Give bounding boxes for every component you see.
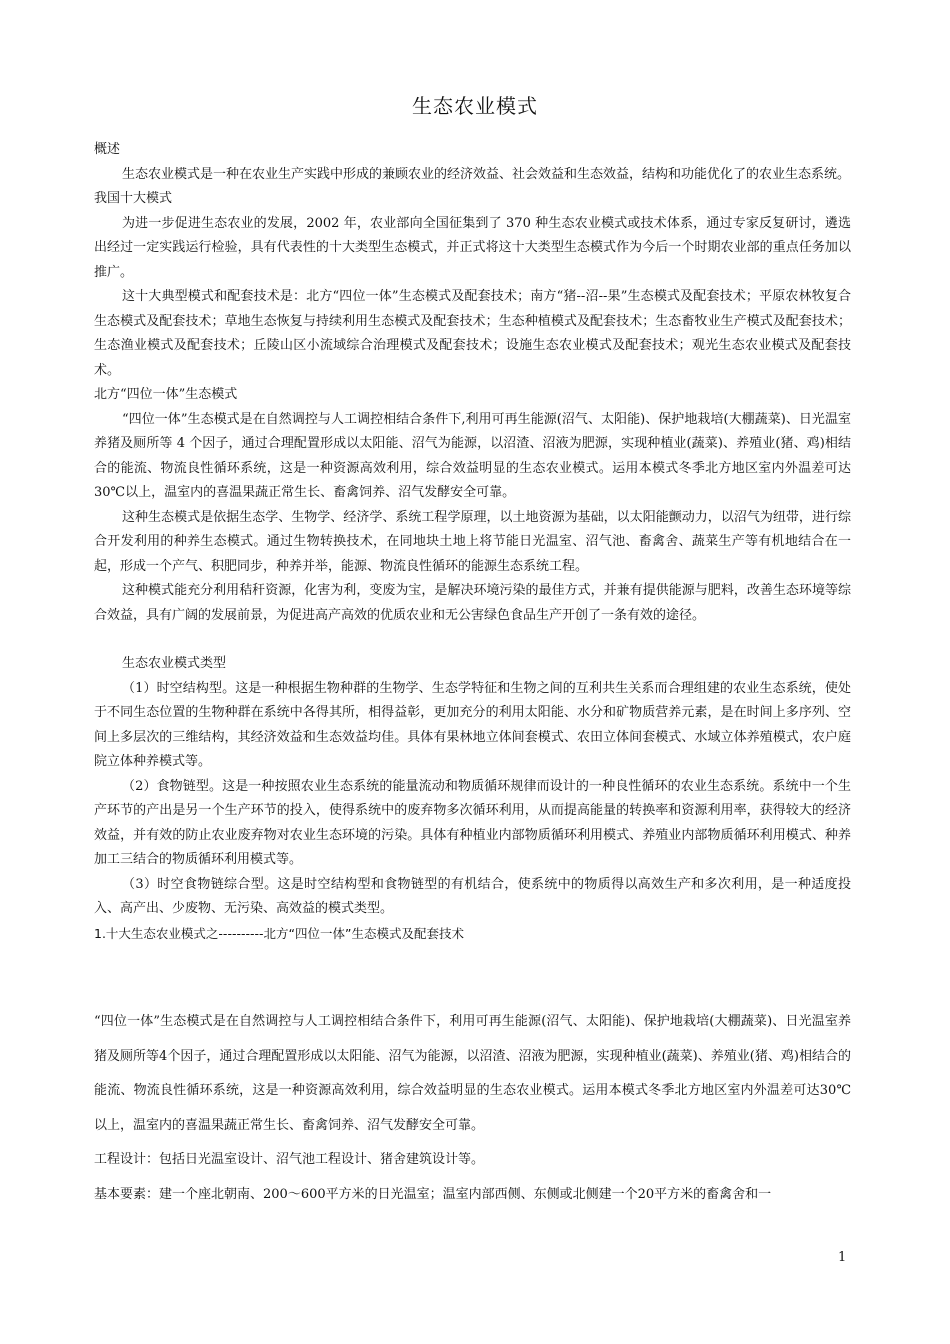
section-1-body bbox=[94, 1005, 851, 1212]
ten-models-heading: 我国十大模式 bbox=[94, 191, 173, 206]
section-1-paragraph-2: 工程设计：包括日光温室设计、沼气池工程设计、猪舍建筑设计等。 bbox=[94, 1152, 485, 1167]
document-body bbox=[94, 138, 851, 946]
north-model-paragraph-3: 这种模式能充分利用秸秆资源，化害为利，变废为宝，是解决环境污染的最佳方式，并兼有提供能源与肥料，改善生态环境等综合效益，具有广阔的发展前景，为促进高产高效的优质农业和无公害绿色食品生产开创了一条有效的途径。 bbox=[94, 583, 851, 623]
document-title: 生态农业模式 bbox=[412, 94, 538, 118]
north-model-heading: 北方“四位一体”生态模式 bbox=[94, 387, 238, 402]
north-model-paragraph-2: 这种生态模式是依据生态学、生物学、经济学、系统工程学原理，以土地资源为基础，以太阳能颤动力，以沼气为纽带，进行综合开发利用的种养生态模式。通过生物转换技术，在同地块土地上将节能日光温室、沼气池、畜禽舍、蔬菜生产等有机地结合在一起，形成一个产气、积肥同步，种养并举，能源、物流良性循环的能源生态系统工程。 bbox=[94, 509, 851, 574]
section-1-heading: 1.十大生态农业模式之----------北方“四位一体”生态模式及配套技术 bbox=[94, 925, 464, 941]
types-paragraph-3: （3）时空食物链综合型。这是时空结构型和食物链型的有机结合，使系统中的物质得以高效生产和多次利用，是一种适度投入、高产出、少废物、无污染、高效益的模式类型。 bbox=[94, 876, 851, 916]
overview-heading: 概述 bbox=[94, 142, 121, 157]
section-1-paragraph-1: “四位一体”生态模式是在自然调控与人工调控相结合条件下，利用可再生能源(沼气、太阳能)、保护地栽培(大棚蔬菜)、日光温室养猪及厕所等4个因子，通过合理配置形成以太阳能、沼气为能源，以沼渣、沼液为肥源，实现种植业(蔬菜)、养殖业(猪、鸡)相结合的能流、物流良性循环系统，这是一种资源高效利用，综合效益明显的生态农业模式。运用本模式冬季北方地区室内外温差可达30℃以上，温室内的喜温果蔬正常生长、畜禽饲养、沼气发酵安全可靠。 bbox=[94, 1014, 851, 1133]
spacer bbox=[94, 628, 851, 652]
ten-models-paragraph-2: 这十大典型模式和配套技术是：北方“四位一体”生态模式及配套技术；南方“猪--沼--果”生态模式及配套技术；平原农林牧复合生态模式及配套技术；草地生态恢复与持续利用生态模式及配套技术；生态种植模式及配套技术；生态畜牧业生产模式及配套技术；生态渔业模式及配套技术；丘陵山区小流域综合治理模式及配套技术；设施生态农业模式及配套技术；观光生态农业模式及配套技术。 bbox=[94, 289, 851, 378]
overview-paragraph: 生态农业模式是一种在农业生产实践中形成的兼顾农业的经济效益、社会效益和生态效益，结构和功能优化了的农业生态系统。 bbox=[122, 166, 851, 182]
types-paragraph-1: （1）时空结构型。这是一种根据生物种群的生物学、生态学特征和生物之间的互利共生关系而合理组建的农业生态系统，使处于不同生态位置的生物种群在系统中各得其所，相得益彰，更加充分的利用太阳能、水分和矿物质营养元素，是在时间上多序列、空间上多层次的三维结构，其经济效益和生态效益均佳。具体有果林地立体间套模式、农田立体间套模式、水域立体养殖模式，农户庭院立体种养模式等。 bbox=[94, 680, 851, 769]
ten-models-paragraph-1: 为进一步促进生态农业的发展，2002 年，农业部向全国征集到了 370 种生态农业模式或技术体系，通过专家反复研讨，遴选出经过一定实践运行检验，具有代表性的十大类型生态模式，并正式将这十大类型生态模式作为今后一个时期农业部的重点任务加以推广。 bbox=[94, 215, 851, 280]
types-heading: 生态农业模式类型 bbox=[122, 656, 227, 671]
types-paragraph-2: （2）食物链型。这是一种按照农业生态系统的能量流动和物质循环规律而设计的一种良性循环的农业生态系统。系统中一个生产环节的产出是另一个生产环节的投入，使得系统中的废弃物多次循环利用，从而提高能量的转换率和资源利用率，获得较大的经济效益，并有效的防止农业废弃物对农业生态环境的污染。具体有种植业内部物质循环利用模式、养殖业内部物质循环利用模式、种养加工三结合的物质循环利用模式等。 bbox=[94, 778, 851, 867]
page-number: 1 bbox=[838, 1250, 847, 1265]
north-model-paragraph-1: “四位一体”生态模式是在自然调控与人工调控相结合条件下,利用可再生能源(沼气、太阳能)、保护地栽培(大棚蔬菜)、日光温室养猪及厕所等 4 个因子，通过合理配置形成以太阳能、沼气为能源，以沼渣、沼液为肥源，实现种植业(蔬菜)、养殖业(猪、鸡)相结合的能流、物流良性循环系统，这是一种资源高效利用，综合效益明显的生态农业模式。运用本模式冬季北方地区室内外温差可达 30℃以上，温室内的喜温果蔬正常生长、畜禽饲养、沼气发酵安全可靠。 bbox=[94, 411, 851, 500]
section-1-paragraph-3: 基本要素：建一个座北朝南、200～600平方米的日光温室；温室内部西侧、东侧或北侧建一个20平方米的畜禽舍和一 bbox=[94, 1186, 772, 1202]
